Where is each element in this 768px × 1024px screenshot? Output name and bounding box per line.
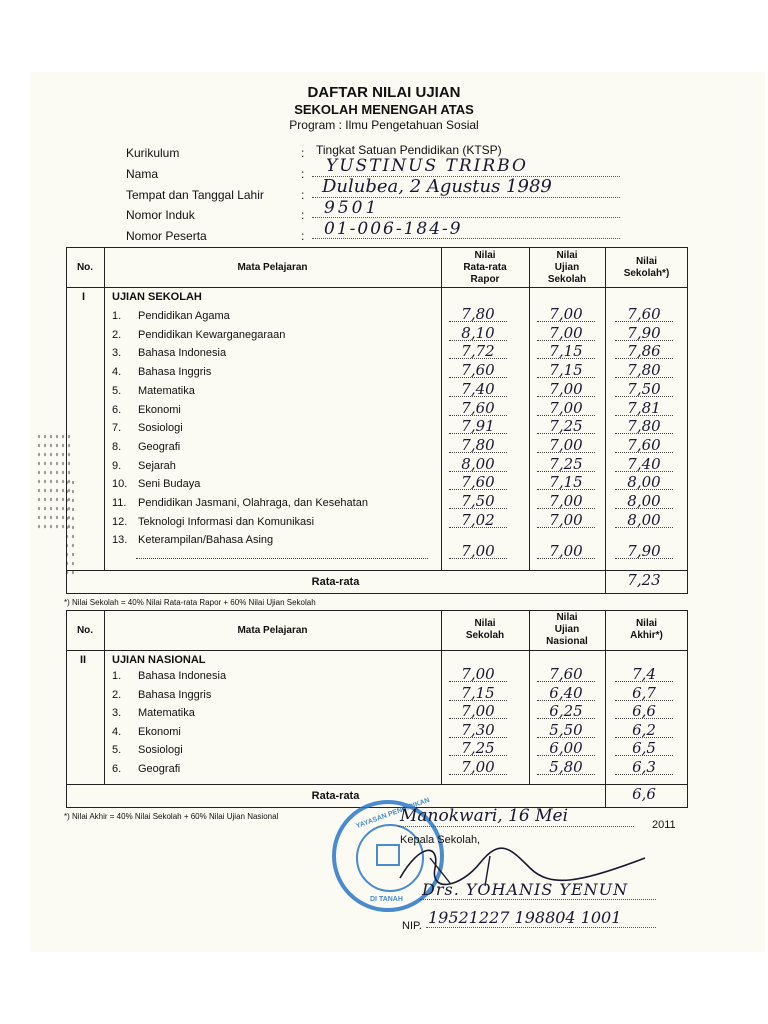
dotted-line [449,340,507,341]
row-subject: Teknologi Informasi dan Komunikasi [138,515,315,528]
section-title: UJIAN SEKOLAH [112,291,202,303]
dotted-line [537,508,595,509]
table-rule [529,247,530,570]
dotted-line [420,899,656,900]
grade-value: 7,80 [627,361,661,380]
dotted-line [615,377,673,378]
program-line: Program : Ilmu Pengetahuan Sosial [289,118,479,132]
grade-value: 7,60 [627,435,661,454]
kurikulum-value: Tingkat Satuan Pendidikan (KTSP) [316,143,502,157]
colon: : [301,229,305,243]
header-line: Nilai [635,256,658,267]
dotted-line [537,340,595,341]
dotted-line [537,433,595,434]
grade-value: 7,80 [461,305,495,323]
grade-value: 6,5 [632,739,656,757]
dotted-line [537,452,595,453]
dotted-line [615,755,673,756]
header-line: Nilai [474,250,496,261]
section-number: II [80,654,87,666]
table-rule [605,247,606,594]
dotted-line [615,558,673,559]
row-number: 7. [112,422,122,435]
year: 2011 [652,819,676,831]
row-number: 11. [112,497,127,509]
grade-value: 7,86 [627,342,661,361]
row-number: 1. [112,670,122,682]
grade-value: 7,00 [549,323,583,342]
dotted-line [449,489,507,490]
dotted-line [537,396,595,397]
header-nilai-ujian-nasional [529,612,605,648]
dotted-line [449,558,507,559]
table-rule [66,287,688,288]
dotted-line [449,755,507,756]
grade-value: 7,90 [627,542,661,561]
header-nilai-sekolah [605,256,688,280]
colon: : [301,208,305,222]
dotted-line [537,415,595,416]
dotted-line [449,700,507,701]
grade-value: 8,00 [627,492,661,510]
row-number: 2. [112,688,122,701]
dotted-line [537,737,595,738]
grade-value: 7,50 [461,492,495,510]
dotted-line [537,681,595,682]
dotted-line [449,681,507,682]
grade-value: 7,15 [549,361,583,380]
section-number: I [82,291,86,303]
average-value: 7,23 [627,571,661,589]
dotted-line [449,358,507,359]
row-number: 2. [112,328,122,341]
header-nilai-rapor [441,250,529,286]
dotted-line [449,415,507,416]
grade-value: 7,40 [461,379,495,398]
grade-value: 7,00 [461,702,495,720]
grade-value: 7,60 [461,398,495,417]
grade-value: 7,15 [549,342,583,361]
row-subject: Ekonomi [138,725,181,738]
nomor-induk-value: 9501 [324,198,380,218]
header-line: Sekolah [465,630,505,641]
dotted-line [615,681,673,682]
grade-value: 8,00 [461,454,495,473]
header-line: Nasional [546,636,588,647]
row-subject: Matematika [138,707,195,719]
row-number: 3. [112,707,122,719]
grade-value: 7,00 [461,757,495,776]
row-subject: Geografi [138,762,181,775]
header-line: Rata-rata [463,262,507,273]
grade-value: 7,02 [461,510,495,529]
table-rule [441,247,442,570]
dotted-line [449,527,507,528]
nip-label: NIP. [402,920,422,932]
dotted-line [136,558,428,559]
nama-label: Nama [126,167,159,181]
grade-value: 7,15 [549,473,583,492]
dotted-line [398,826,634,827]
ttl-value: Dulubea, 2 Agustus 1989 [322,176,552,197]
row-subject: Bahasa Indonesia [138,347,227,360]
row-number: 5. [112,384,122,397]
dotted-line [615,340,673,341]
dotted-line [537,321,595,322]
grade-value: 7,60 [627,305,661,323]
nomor-induk-label: Nomor Induk [126,208,195,222]
dotted-line [615,700,673,701]
grade-value: 7,15 [461,683,495,702]
dotted-line [449,471,507,472]
colon: : [301,146,305,160]
principal-name: Drs. YOHANIS YENUN [422,880,629,899]
grade-value: 7,4 [632,665,656,683]
average-label: Rata-rata [311,576,360,588]
dotted-line [615,321,673,322]
row-subject: Sejarah [138,459,176,472]
dotted-line [615,737,673,738]
row-number: 1. [112,310,122,322]
row-number: 6. [112,762,122,775]
dotted-line [615,508,673,509]
row-number: 5. [112,744,122,756]
row-subject: Ekonomi [138,403,181,416]
row-number: 10. [112,478,128,491]
grade-value: 8,00 [627,510,661,529]
dotted-line [615,471,673,472]
row-number: 3. [112,347,122,360]
dotted-line [537,558,595,559]
grade-value: 7,25 [549,454,583,473]
row-subject: Pendidikan Jasmani, Olahraga, dan Kesehatan [138,497,368,509]
dotted-line [537,755,595,756]
dotted-line [537,718,595,719]
grade-value: 7,00 [549,398,583,417]
grade-value: 7,50 [627,379,661,398]
dotted-line [449,377,507,378]
row-subject: Seni Budaya [138,478,201,491]
row-number: 4. [112,366,122,379]
grade-value: 7,60 [461,473,495,492]
dotted-line [449,508,507,509]
dotted-line [537,358,595,359]
dotted-line [615,452,673,453]
colon: : [301,167,305,181]
header-line: Sekolah*) [623,268,670,279]
colon: : [301,188,305,202]
header-no: No. [76,262,94,273]
dotted-line [615,396,673,397]
nip-value: 19521227 198804 1001 [428,908,622,927]
dotted-line [615,415,673,416]
header-nilai-akhir [605,618,688,642]
row-number: 4. [112,725,122,738]
table-rule [66,650,688,651]
row-subject: Sosiologi [138,744,183,756]
row-number: 13. [112,534,128,547]
header-line: Ujian [554,262,580,273]
stamp-bottom-text: DI TANAH [370,896,403,903]
nama-value: YUSTINUS TRIRBO [326,156,528,176]
dotted-line [449,321,507,322]
kurikulum-label: Kurikulum [126,146,180,160]
dotted-line [449,774,507,775]
nomor-peserta-label: Nomor Peserta [126,229,207,243]
row-number: 9. [112,459,122,472]
dotted-line [449,452,507,453]
dotted-line [537,471,595,472]
dotted-line [449,737,507,738]
table-rule [66,570,688,571]
header-no: No. [76,625,94,636]
grade-value: 7,00 [549,305,583,323]
row-subject: Bahasa Inggris [138,688,212,701]
row-subject: Matematika [138,384,195,397]
grade-value: 6,00 [549,739,583,757]
ttl-label: Tempat dan Tanggal Lahir [126,188,264,202]
dotted-line [449,433,507,434]
nomor-peserta-value: 01-006-184-9 [324,219,463,239]
grade-value: 7,00 [549,492,583,510]
grade-value: 5,80 [549,757,583,776]
grade-value: 7,72 [461,342,495,361]
dotted-line [537,527,595,528]
grade-value: 7,90 [627,323,661,342]
grade-value: 7,40 [627,454,661,473]
header-mata-pelajaran: Mata Pelajaran [237,262,308,273]
header-line: Nilai [556,612,578,623]
grade-value: 6,40 [549,683,583,702]
row-subject: Bahasa Inggris [138,366,212,379]
dotted-line [615,718,673,719]
table-rule [66,784,688,785]
dotted-line [615,358,673,359]
dotted-line [615,527,673,528]
row-subject: Pendidikan Kewarganegaraan [138,328,286,341]
row-subject: Pendidikan Agama [138,310,230,322]
header-line: Ujian [554,624,580,635]
header-nilai-sekolah [441,618,529,642]
grade-value: 7,00 [461,542,495,561]
document-subtitle: SEKOLAH MENENGAH ATAS [294,102,474,117]
grade-value: 7,60 [461,361,495,380]
header-nilai-ujian-sekolah [529,250,605,286]
grade-value: 7,25 [461,739,495,757]
dotted-line [537,700,595,701]
footnote: *) Nilai Sekolah = 40% Nilai Rata-rata Rapor + 60% Nilai Ujian Sekolah [64,598,316,607]
row-subject: Geografi [138,440,181,453]
grade-value: 7,25 [549,417,583,436]
header-line: Nilai [474,618,496,629]
grade-value: 6,25 [549,702,583,720]
grade-value: 7,60 [549,665,583,683]
grade-value: 7,00 [549,542,583,561]
grade-value: 8,10 [461,323,495,342]
document-title: DAFTAR NILAI UJIAN [307,84,461,101]
header-line: Nilai [556,250,578,261]
header-line: Akhir*) [630,630,663,641]
dotted-line [426,927,656,928]
header-line: Rapor [470,274,500,285]
row-number: 12. [112,515,128,528]
grade-value: 7,80 [461,435,495,454]
dotted-line [537,774,595,775]
position-title: Kepala Sekolah, [400,834,481,846]
footnote: *) Nilai Akhir = 40% Nilai Sekolah + 60% Nilai Ujian Nasional [64,812,279,821]
grade-value: 7,30 [461,720,495,739]
grade-value: 7,91 [461,417,495,436]
row-number: 8. [112,440,122,453]
header-line: Nilai [635,618,658,629]
grade-value: 5,50 [549,720,583,739]
row-number: 6. [112,403,122,416]
grade-value: 6,6 [632,702,656,720]
row-subject: Keterampilan/Bahasa Asing [138,534,274,547]
row-subject: Sosiologi [138,422,183,435]
grade-value: 6,2 [632,720,656,739]
dotted-line [615,774,673,775]
dotted-line [312,238,620,239]
header-line: Sekolah [547,274,587,285]
section-title: UJIAN NASIONAL [112,654,206,666]
dotted-line [615,489,673,490]
average-value: 6,6 [632,785,656,803]
dotted-line [449,718,507,719]
grade-value: 8,00 [627,473,661,492]
dotted-line [537,489,595,490]
grade-value: 6,3 [632,757,656,776]
grade-value: 7,00 [549,435,583,454]
dotted-line [615,433,673,434]
grade-value: 7,00 [549,379,583,398]
table-rule [104,247,105,570]
row-subject: Bahasa Indonesia [138,670,227,682]
grade-value: 7,00 [461,665,495,683]
average-label: Rata-rata [311,790,360,802]
grade-value: 7,00 [549,510,583,529]
dotted-line [312,217,620,218]
stamp-top-text: YAYASAN PENDIDIKAN [355,796,431,831]
grade-value: 6,7 [632,683,656,702]
dotted-line [449,396,507,397]
header-mata-pelajaran: Mata Pelajaran [237,625,308,636]
grade-value: 7,80 [627,417,661,436]
grade-value: 7,81 [627,398,661,417]
dotted-line [537,377,595,378]
place-date: Manokwari, 16 Mei [400,806,569,826]
